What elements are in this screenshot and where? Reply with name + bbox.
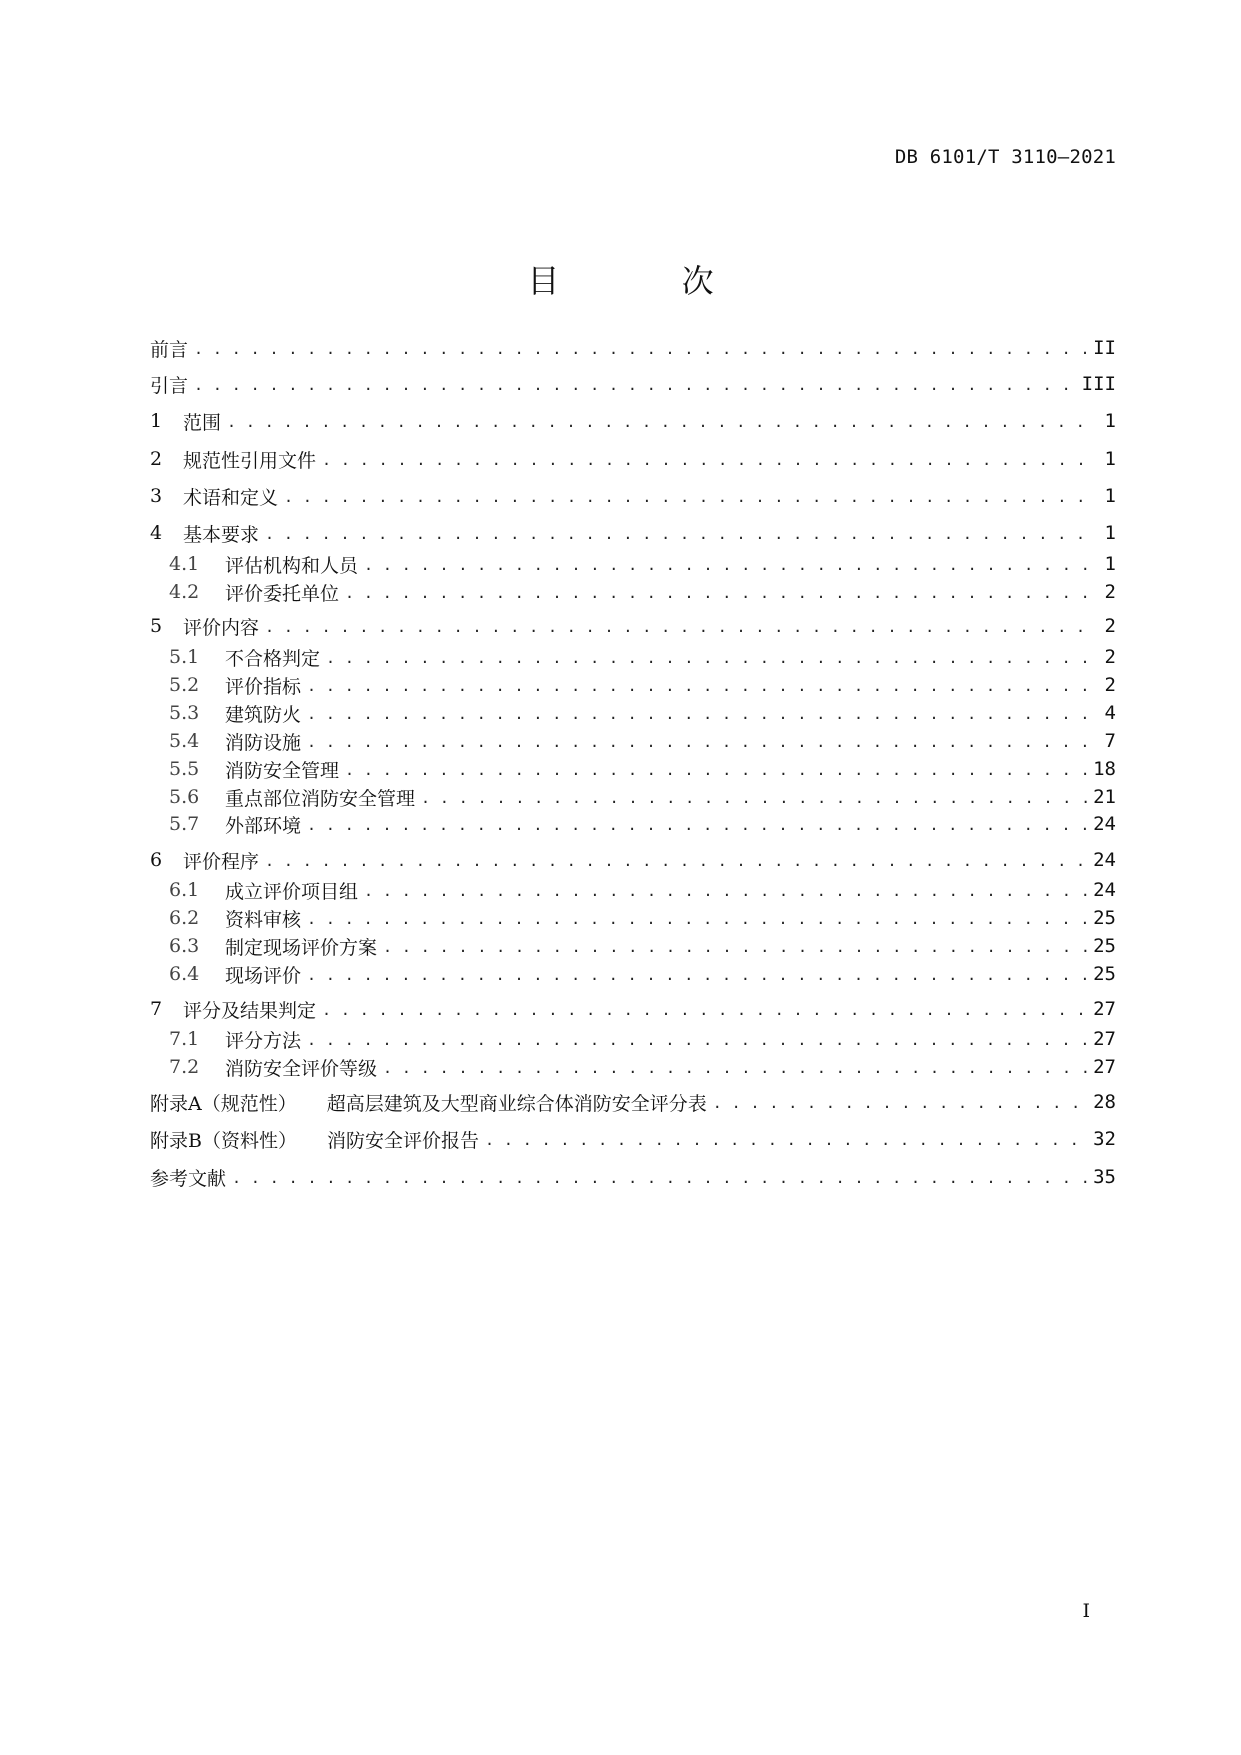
toc-entry-number: 6.4 xyxy=(169,963,200,985)
dot-leader xyxy=(364,550,1090,578)
toc-entry[interactable] xyxy=(150,482,1116,510)
toc-entry-number: 5.6 xyxy=(169,786,200,808)
dot-leader xyxy=(194,370,1076,398)
dot-leader xyxy=(284,482,1090,510)
toc-entry-page: II xyxy=(1093,337,1116,359)
toc-entry-page: 24 xyxy=(1093,813,1116,835)
toc-entry-page: 25 xyxy=(1093,963,1116,985)
dot-leader xyxy=(383,1053,1087,1081)
toc-entry-label: 引言 xyxy=(150,374,189,397)
toc-entry[interactable] xyxy=(169,810,1116,838)
toc-entry[interactable] xyxy=(169,727,1116,755)
toc-entry-number: 6.1 xyxy=(169,879,200,901)
toc-entry-label: 前言 xyxy=(150,338,189,361)
toc-entry[interactable] xyxy=(150,846,1116,874)
toc-entry[interactable] xyxy=(169,783,1116,811)
toc-entry-label: 消防安全评价报告 xyxy=(326,1129,479,1152)
toc-entry-label: 范围 xyxy=(183,411,222,434)
dot-leader xyxy=(421,783,1087,811)
toc-appendix-prefix: 附录A（规范性） xyxy=(150,1092,297,1115)
toc-entry-label: 建筑防火 xyxy=(225,703,302,726)
toc-entry[interactable] xyxy=(150,995,1116,1023)
toc-entry-label: 评价委托单位 xyxy=(225,582,340,605)
document-code: DB 6101/T 3110—2021 xyxy=(894,146,1116,168)
toc-entry-label: 外部环境 xyxy=(225,814,302,837)
toc-entry[interactable] xyxy=(169,1053,1116,1081)
toc-entry-number: 5 xyxy=(150,615,163,637)
toc-entry[interactable] xyxy=(150,370,1116,398)
toc-entry[interactable] xyxy=(169,643,1116,671)
toc-entry-number: 7 xyxy=(150,998,163,1020)
toc-entry[interactable] xyxy=(169,699,1116,727)
toc-entry-number: 7.2 xyxy=(169,1056,200,1078)
toc-entry-page: 18 xyxy=(1093,758,1116,780)
toc-entry[interactable] xyxy=(150,334,1116,362)
toc-entry-page: 2 xyxy=(1104,581,1116,603)
dot-leader xyxy=(307,960,1087,988)
toc-entry[interactable] xyxy=(169,755,1116,783)
toc-entry[interactable] xyxy=(150,407,1116,435)
toc-entry-label: 评价程序 xyxy=(183,850,260,873)
toc-entry-label: 评价内容 xyxy=(183,616,260,639)
toc-entry-label: 规范性引用文件 xyxy=(183,449,317,472)
dot-leader xyxy=(713,1088,1087,1116)
toc-entry-page: 21 xyxy=(1093,786,1116,808)
toc-entry-label: 参考文献 xyxy=(150,1167,227,1190)
toc-entry-page: 35 xyxy=(1093,1166,1116,1188)
toc-entry-number: 6 xyxy=(150,849,163,871)
toc-entry[interactable] xyxy=(169,671,1116,699)
toc-entry[interactable] xyxy=(150,612,1116,640)
toc-entry-number: 4.2 xyxy=(169,581,200,603)
toc-entry[interactable] xyxy=(150,1125,1116,1153)
dot-leader xyxy=(307,699,1090,727)
toc-entry-label: 评分方法 xyxy=(225,1029,302,1052)
dot-leader xyxy=(364,876,1087,904)
toc-entry-number: 4 xyxy=(150,522,163,544)
toc-entry[interactable] xyxy=(169,876,1116,904)
page-title: 目 次 xyxy=(527,262,770,300)
toc-entry[interactable] xyxy=(150,445,1116,473)
dot-leader xyxy=(307,727,1090,755)
toc-entry-page: 32 xyxy=(1093,1128,1116,1150)
dot-leader xyxy=(265,519,1090,547)
toc-entry-page: 1 xyxy=(1104,553,1116,575)
dot-leader xyxy=(383,932,1087,960)
toc-entry-page: 2 xyxy=(1104,615,1116,637)
toc-entry-label: 消防安全管理 xyxy=(225,759,340,782)
toc-entry-number: 5.7 xyxy=(169,813,200,835)
toc-entry-number: 5.4 xyxy=(169,730,200,752)
toc-entry-number: 5.5 xyxy=(169,758,200,780)
toc-entry-page: 27 xyxy=(1093,998,1116,1020)
toc-entry-number: 2 xyxy=(150,448,163,470)
toc-entry-page: 1 xyxy=(1104,448,1116,470)
dot-leader xyxy=(265,612,1090,640)
dot-leader xyxy=(485,1125,1087,1153)
dot-leader xyxy=(227,407,1090,435)
toc-entry-label: 制定现场评价方案 xyxy=(225,936,378,959)
dot-leader xyxy=(232,1163,1087,1191)
toc-entry-page: 1 xyxy=(1104,410,1116,432)
toc-entry[interactable] xyxy=(169,960,1116,988)
toc-entry-number: 4.1 xyxy=(169,553,200,575)
toc-entry-page: 2 xyxy=(1104,674,1116,696)
toc-entry-number: 1 xyxy=(150,410,163,432)
toc-entry-number: 3 xyxy=(150,485,163,507)
toc-entry-label: 消防设施 xyxy=(225,731,302,754)
toc-entry-number: 5.2 xyxy=(169,674,200,696)
toc-entry-page: 28 xyxy=(1093,1091,1116,1113)
toc-entry-number: 7.1 xyxy=(169,1028,200,1050)
toc-entry-page: III xyxy=(1081,373,1116,395)
toc-entry-label: 资料审核 xyxy=(225,908,302,931)
dot-leader xyxy=(307,1025,1087,1053)
toc-entry-page: 1 xyxy=(1104,522,1116,544)
toc-entry[interactable] xyxy=(169,932,1116,960)
dot-leader xyxy=(307,810,1087,838)
toc-entry[interactable] xyxy=(150,1163,1116,1191)
toc-entry[interactable] xyxy=(150,1088,1116,1116)
toc-entry-label: 成立评价项目组 xyxy=(225,880,359,903)
toc-entry-page: 25 xyxy=(1093,935,1116,957)
toc-entry-page: 24 xyxy=(1093,849,1116,871)
toc-entry-label: 评估机构和人员 xyxy=(225,554,359,577)
toc-entry-label: 术语和定义 xyxy=(183,486,279,509)
dot-leader xyxy=(326,643,1090,671)
page-number: I xyxy=(1082,1600,1090,1622)
dot-leader xyxy=(345,578,1090,606)
dot-leader xyxy=(265,846,1087,874)
toc-entry-number: 5.1 xyxy=(169,646,200,668)
toc-entry-label: 评分及结果判定 xyxy=(183,999,317,1022)
toc-entry-page: 27 xyxy=(1093,1028,1116,1050)
toc-entry-page: 7 xyxy=(1104,730,1116,752)
toc-entry-label: 现场评价 xyxy=(225,964,302,987)
toc-entry[interactable] xyxy=(169,550,1116,578)
dot-leader xyxy=(322,995,1087,1023)
toc-entry-page: 24 xyxy=(1093,879,1116,901)
toc-entry-number: 6.3 xyxy=(169,935,200,957)
toc-entry[interactable] xyxy=(169,1025,1116,1053)
toc-entry[interactable] xyxy=(150,519,1116,547)
toc-entry-label: 超高层建筑及大型商业综合体消防安全评分表 xyxy=(326,1092,707,1115)
toc-entry-label: 重点部位消防安全管理 xyxy=(225,787,416,810)
toc-appendix-prefix: 附录B（资料性） xyxy=(150,1129,297,1152)
toc-entry-number: 6.2 xyxy=(169,907,200,929)
toc-entry-page: 2 xyxy=(1104,646,1116,668)
toc-entry[interactable] xyxy=(169,904,1116,932)
toc-entry-page: 27 xyxy=(1093,1056,1116,1078)
dot-leader xyxy=(307,671,1090,699)
toc-entry-label: 不合格判定 xyxy=(225,647,321,670)
toc-entry-label: 评价指标 xyxy=(225,675,302,698)
dot-leader xyxy=(345,755,1087,783)
toc-entry-label: 消防安全评价等级 xyxy=(225,1057,378,1080)
toc-entry-label: 基本要求 xyxy=(183,523,260,546)
dot-leader xyxy=(194,334,1087,362)
toc-entry-page: 25 xyxy=(1093,907,1116,929)
toc-entry[interactable] xyxy=(169,578,1116,606)
toc-entry-number: 5.3 xyxy=(169,702,200,724)
toc-entry-page: 1 xyxy=(1104,485,1116,507)
dot-leader xyxy=(307,904,1087,932)
toc-entry-page: 4 xyxy=(1104,702,1116,724)
dot-leader xyxy=(322,445,1090,473)
